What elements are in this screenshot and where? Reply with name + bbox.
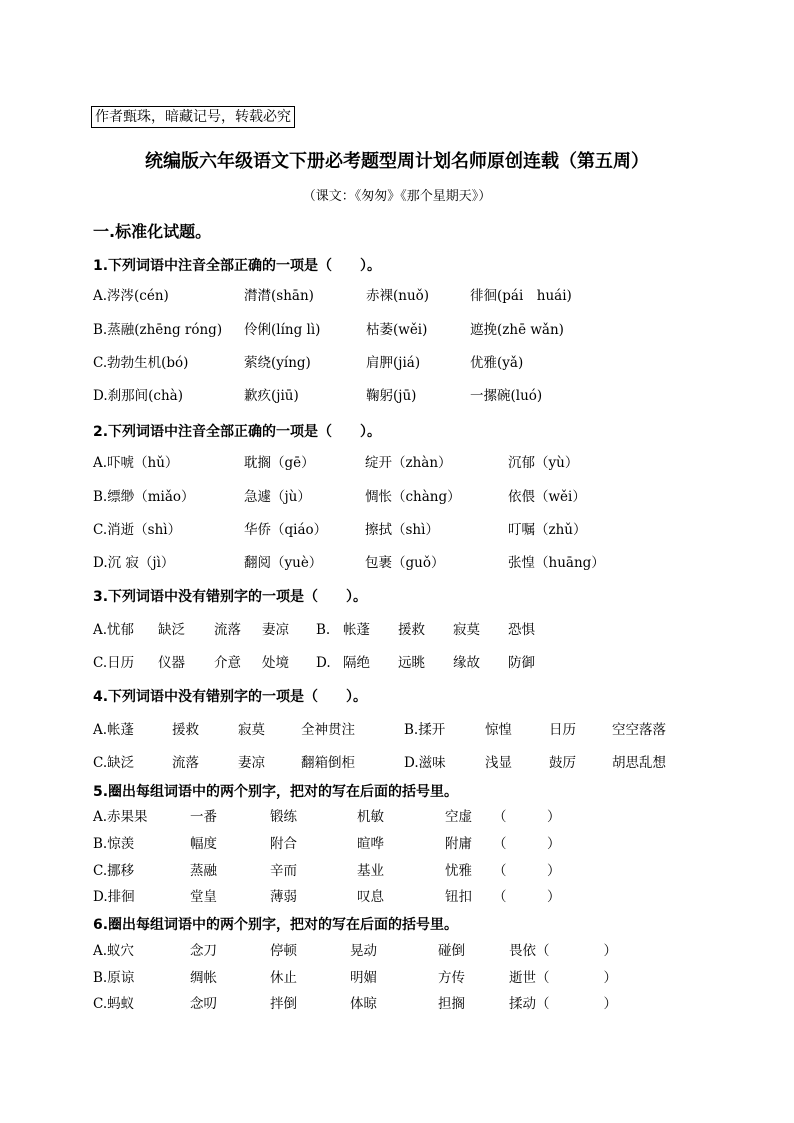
word-item: 歉疚(jiū) [244,388,299,404]
word-item: 绸帐 [190,970,217,986]
word-item: 耽搁（gē） [244,455,315,471]
word-item: 防御 [508,655,535,671]
word-item: 寂莫 [453,622,480,638]
word-item: B. [316,622,331,638]
word-item: 方传 [438,970,465,986]
question-5-option-row [93,886,773,908]
word-item: 惆怅（chàng） [365,489,461,505]
word-item: （ ） [493,809,561,825]
word-item: 流落 [214,622,241,638]
word-item: 蒸融 [190,863,217,879]
word-item: 赤裸(nuǒ) [366,288,430,304]
word-item: B.缥缈（miǎo） [93,489,195,505]
word-item: 翻箱倒柜 [301,755,355,771]
word-item: 仪器 [158,655,185,671]
word-item: C.缺泛 [93,755,135,771]
word-item: C.勃勃生机(bó) [93,355,189,371]
word-item: 附合 [270,836,297,852]
question-6-title: 6.圈出每组词语中的两个别字，把对的写在后面的括号里。 [93,917,459,933]
word-item: 优雅(yǎ) [470,355,524,371]
word-item: 暄哗 [357,836,384,852]
word-item: 念叨 [190,996,217,1012]
word-item: 碰倒 [438,943,465,959]
word-item: A.涔涔(cén) [93,288,169,304]
word-item: 空空落落 [612,722,666,738]
word-item: 潸潸(shān) [244,288,314,304]
word-item: B.揉开 [404,722,446,738]
word-item: A.赤果果 [93,809,148,825]
word-item: 休止 [270,970,297,986]
word-item: 急遽（jù） [244,489,311,505]
word-item: 萦绕(yíng) [244,355,311,371]
word-item: 遮挽(zhē wǎn) [470,322,564,338]
question-5-option-row [93,833,773,855]
word-item: D.刹那间(chà) [93,388,183,404]
word-item: 幅度 [190,836,217,852]
question-4-title: 4.下列词语中没有错别字的一项是（ ）。 [93,689,368,705]
word-item: D.滋味 [404,755,446,771]
word-item: 明媚 [350,970,377,986]
question-3-title: 3.下列词语中没有错别字的一项是（ ）。 [93,589,368,605]
word-item: 机敏 [357,809,384,825]
question-6-option-row [93,967,773,989]
word-item: C.挪移 [93,863,135,879]
word-item: D.排徊 [93,889,135,905]
question-3-option-row [93,652,773,674]
word-item: 拌倒 [270,996,297,1012]
word-item: 远眺 [398,655,425,671]
word-item: 援救 [398,622,425,638]
word-item: 擦拭（shì） [365,522,439,538]
question-5-option-row [93,806,773,828]
question-2-option-row [93,552,773,574]
word-item: 辛而 [270,863,297,879]
word-item: A.蚁穴 [93,943,135,959]
word-item: 张惶（huāng） [508,555,605,571]
word-item: 隔绝 [343,655,370,671]
word-item: 胡思乱想 [612,755,666,771]
word-item: 援救 [172,722,199,738]
word-item: 念刀 [190,943,217,959]
question-4-option-row [93,719,773,741]
word-item: 介意 [214,655,241,671]
word-item: 忧雅 [445,863,472,879]
word-item: 钮扣 [445,889,472,905]
word-item: 恐惧 [508,622,535,638]
word-item: 逝世（ ） [509,970,617,986]
word-item: 畏依（ ） [509,943,617,959]
word-item: B.原谅 [93,970,135,986]
word-item: 包裹（guǒ） [365,555,445,571]
word-item: C.消逝（shì） [93,522,182,538]
word-item: 翻阅（yuè） [244,555,323,571]
word-item: （ ） [493,863,561,879]
word-item: 帐蓬 [343,622,370,638]
word-item: 沉郁（yù） [508,455,579,471]
word-item: 揉动（ ） [509,996,617,1012]
word-item: A.吓唬（hǔ） [93,455,179,471]
word-item: （ ） [493,889,561,905]
word-item: 流落 [172,755,199,771]
word-item: 全神贯注 [301,722,355,738]
question-1-option-row [93,319,773,341]
word-item: 华侨（qiáo） [244,522,328,538]
word-item: 日历 [549,722,576,738]
word-item: 徘徊(pái huái) [470,288,572,304]
word-item: 惊惶 [485,722,512,738]
question-1-option-row [93,285,773,307]
word-item: B.惊羡 [93,836,135,852]
question-1-option-row [93,352,773,374]
word-item: C.蚂蚁 [93,996,135,1012]
word-item: 叮嘱（zhǔ） [508,522,587,538]
question-2-option-row [93,486,773,508]
word-item: 堂皇 [190,889,217,905]
word-item: 一摞碗(luó) [470,388,543,404]
word-item: D.沉 寂（jì） [93,555,175,571]
section-heading: 一.标准化试题。 [93,222,212,241]
word-item: A.帐蓬 [93,722,135,738]
word-item: 伶俐(líng lì) [244,322,321,338]
word-item: 附庸 [445,836,472,852]
question-2-option-row [93,519,773,541]
question-4-option-row [93,752,773,774]
word-item: 鞠躬(jū) [366,388,417,404]
word-item: C.日历 [93,655,135,671]
question-6-option-row [93,940,773,962]
question-5-option-row [93,860,773,882]
word-item: 缺泛 [158,622,185,638]
word-item: 依偎（wěi） [508,489,586,505]
word-item: 晃动 [350,943,377,959]
word-item: 妻凉 [262,622,289,638]
word-item: 绽开（zhàn） [365,455,452,471]
question-1-option-row [93,385,773,407]
word-item: 体晾 [350,996,377,1012]
word-item: 处境 [262,655,289,671]
question-2-title: 2.下列词语中注音全部正确的一项是（ ）。 [93,424,382,440]
word-item: A.忧郁 [93,622,135,638]
word-item: D. [316,655,331,671]
page-subtitle: （课文：《匆匆》《那个星期天》） [302,189,492,204]
word-item: 肩胛(jiá) [366,355,421,371]
copyright-notice: 作者甄珠，暗藏记号，转载必究 [91,106,295,128]
word-item: 停顿 [270,943,297,959]
word-item: 鼓厉 [549,755,576,771]
word-item: 一番 [190,809,217,825]
question-6-option-row [93,993,773,1015]
word-item: 枯萎(wěi) [366,322,428,338]
word-item: 妻凉 [238,755,265,771]
word-item: 锻练 [270,809,297,825]
word-item: 缘故 [453,655,480,671]
word-item: 叹息 [357,889,384,905]
word-item: 浅显 [485,755,512,771]
word-item: 薄弱 [270,889,297,905]
page-title: 统编版六年级语文下册必考题型周计划名师原创连载（第五周） [145,151,649,172]
question-5-title: 5.圈出每组词语中的两个别字，把对的写在后面的括号里。 [93,784,459,800]
word-item: （ ） [493,836,561,852]
word-item: 基业 [357,863,384,879]
question-2-option-row [93,452,773,474]
word-item: 寂莫 [238,722,265,738]
word-item: 空虚 [445,809,472,825]
word-item: B.蒸融(zhēng róng) [93,322,223,338]
question-1-title: 1.下列词语中注音全部正确的一项是（ ）。 [93,258,382,274]
question-3-option-row [93,619,773,641]
word-item: 担搁 [438,996,465,1012]
